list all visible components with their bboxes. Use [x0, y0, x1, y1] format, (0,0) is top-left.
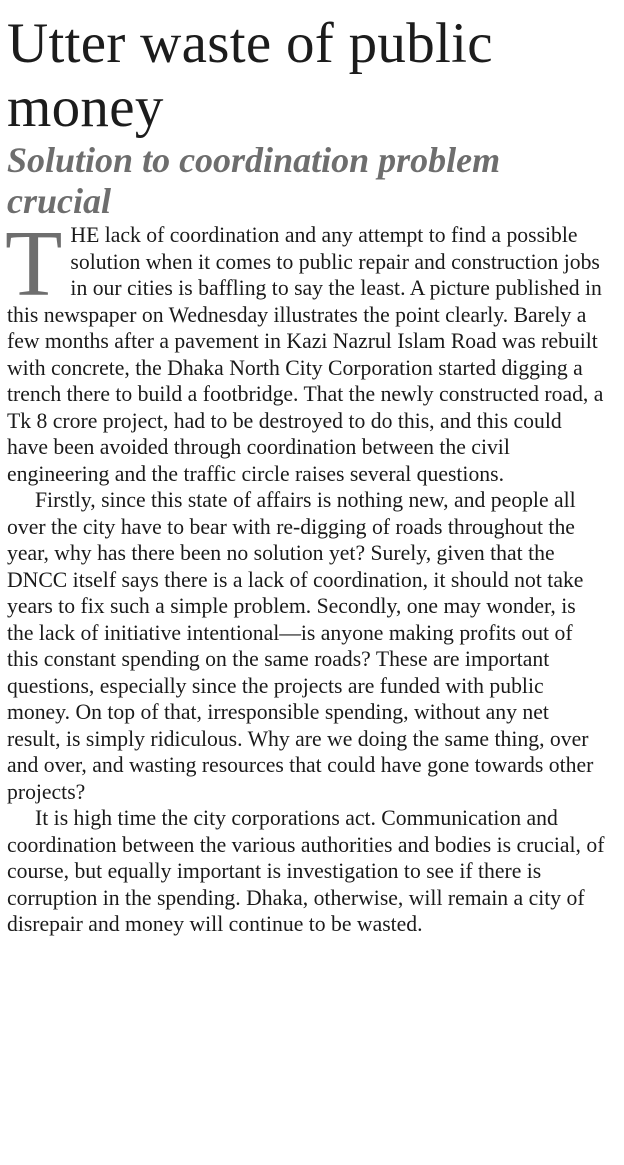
- drop-cap: T: [5, 212, 63, 316]
- paragraph-2: Firstly, since this state of affairs is nothing new, and people all over the city have to bear with re-digging of roads throughout the year, why has there been no solution yet? Surely, given that the DNCC itself says there is a lack of coordination, it should not take years to fix such a simple problem. Secondly, one may wonder, is the lack of initiative intentional—is anyone making profits out of this constant spending on the same roads? These are important questions, especially since the projects are funded with public money. On top of that, irresponsible spending, without any net result, is simply ridiculous. Why are we doing the same thing, over and over, and wasting resources that could have gone towards other projects?: [7, 488, 594, 804]
- paragraph-1: [5, 212, 605, 487]
- paragraph-3: It is high time the city corporations act. Communication and coordination between the various authorities and bodies is crucial, of course, but equally important is investigation to see if there is corruption in the spending. Dhaka, otherwise, will remain a city of disrepair and money will continue to be wasted.: [7, 806, 605, 936]
- editorial-article: [7, 12, 605, 938]
- paragraph-1-text: HE lack of coordination and any attempt to find a possible solution when it comes to public repair and construction jobs in our cities is baffling to say the least. A picture published in this newspaper on Wednesday illustrates the point clearly. Barely a few months after a pavement in Kazi Nazrul Islam Road was rebuilt with concrete, the Dhaka North City Corporation started digging a trench there to build a footbridge. That the newly constructed road, a Tk 8 crore project, had to be destroyed to do this, and this could have been avoided through coordination between the civil engineering and the traffic circle raises several questions.: [7, 223, 604, 486]
- article-body: [5, 212, 605, 938]
- headline: Utter waste of public money: [7, 12, 493, 139]
- subheadline: Solution to coordination problem crucial: [7, 140, 501, 221]
